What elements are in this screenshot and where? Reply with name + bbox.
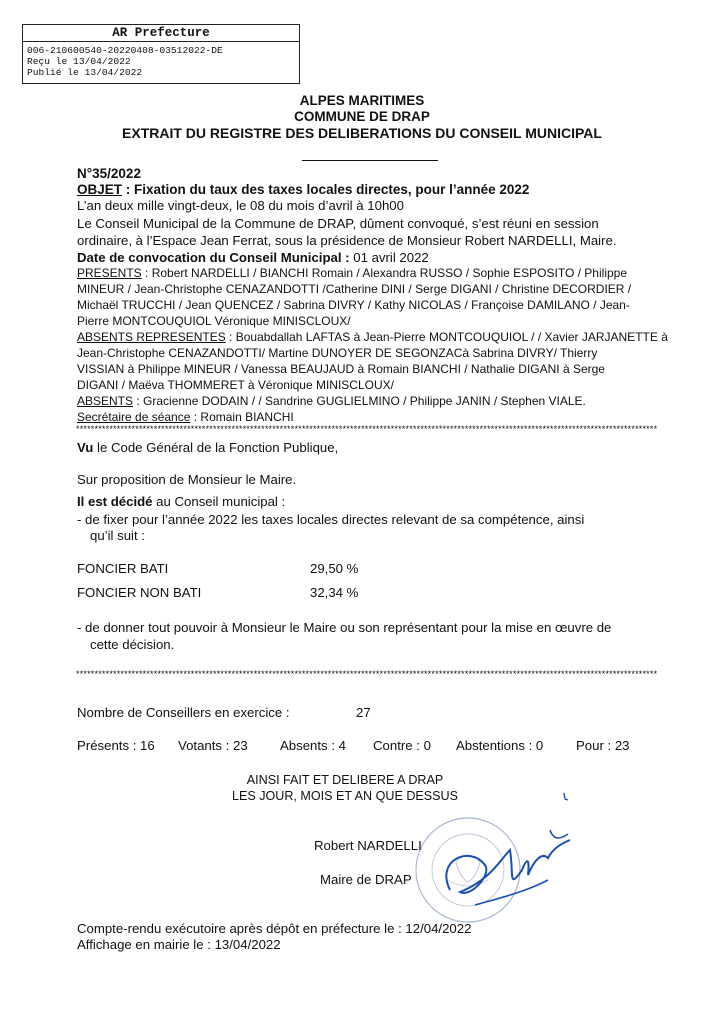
signatory-name: Robert NARDELLI — [314, 838, 422, 853]
proposition: Sur proposition de Monsieur le Maire. — [77, 472, 297, 487]
header-department: ALPES MARITIMES — [299, 93, 425, 108]
presents-line-3: Michaël TRUCCHI / Jean QUENCEZ / Sabrina DIVRY / Kathy NICOLAS / Françoise DAMILANO / Jean- — [77, 298, 630, 312]
councillors-value: 27 — [356, 705, 371, 720]
vote-votants: Votants : 23 — [178, 738, 248, 753]
decision-item-2-b: cette décision. — [90, 637, 175, 652]
secretary-line — [77, 410, 294, 425]
separator-2: ************************************************************************************************************************************************************* — [76, 669, 658, 679]
separator-1: ************************************************************************************************************************************************************* — [76, 424, 658, 434]
vote-presents: Présents : 16 — [77, 738, 155, 753]
councillors-label: Nombre de Conseillers en exercice : — [77, 705, 290, 720]
legal-basis: Vu le Code Général de la Fonction Publique, — [77, 440, 339, 455]
intro-line-2: ordinaire, à l’Espace Jean Ferrat, sous la présidence de Monsieur Robert NARDELLI, Maire. — [77, 233, 617, 248]
presents-label: PRESENTS — [77, 266, 142, 280]
absents-represented-label: ABSENTS REPRESENTES — [77, 330, 226, 344]
mayor-signature-icon — [430, 820, 580, 923]
stamp-title: AR Prefecture — [23, 25, 299, 42]
stamp-body — [27, 45, 223, 78]
absents-represented-line-1: ABSENTS REPRESENTES : Bouabdallah LAFTAS à Jean-Pierre MONTCOUQUIOL / / Xavier JARJANETTE à — [77, 330, 668, 344]
decision-item-2-a: - de donner tout pouvoir à Monsieur le Maire ou son représentant pour la mise en œuvre de — [77, 620, 612, 635]
deliberation-number: N°35/2022 — [77, 166, 141, 181]
closing-line-2: LES JOUR, MOIS ET AN QUE DESSUS — [231, 788, 459, 803]
stamp-reference: 006-210600540-20220408-03512022-DE — [27, 45, 223, 56]
absents-represented-line-3: VISSIAN à Philippe MINEUR / Vanessa BEAUJAUD à Romain BIANCHI / Nathalie DIGANI à Serge — [77, 362, 605, 376]
tax-label-foncier-bati: FONCIER BATI — [77, 561, 169, 576]
header-register-title: EXTRAIT DU REGISTRE DES DELIBERATIONS DU CONSEIL MUNICIPAL — [122, 125, 602, 141]
intro-line-1: Le Conseil Municipal de la Commune de DRAP, dûment convoqué, s’est réuni en session — [77, 216, 599, 231]
posting-date: Affichage en mairie le : 13/04/2022 — [77, 937, 281, 952]
prefecture-stamp — [22, 24, 300, 84]
vote-absents: Absents : 4 — [280, 738, 346, 753]
presents-line-4: Pierre MONTCOUQUIOL Véronique MINISCLOUX/ — [77, 314, 351, 328]
decision-intro: Il est décidé au Conseil municipal : — [77, 494, 286, 509]
convocation-label: Date de convocation du Conseil Municipal : — [77, 250, 350, 265]
subject-label: OBJET — [77, 182, 123, 197]
signatory-title: Maire de DRAP — [320, 872, 412, 887]
absents-represented-line-4: DIGANI / Maëva THOMMERET à Véronique MINISCLOUX/ — [77, 378, 394, 392]
executory-report: Compte-rendu exécutoire après dépôt en préfecture le : 12/04/2022 — [77, 921, 472, 936]
presents-line-1: PRESENTS : Robert NARDELLI / BIANCHI Romain / Alexandra RUSSO / Sophie ESPOSITO / Philippe — [77, 266, 628, 280]
secretary-label: Secrétaire de séance — [77, 410, 191, 424]
presents-line-2: MINEUR / Jean-Christophe CENAZANDOTTI /Catherine DINI / Serge DIGANI / Christine DECORDIER / — [77, 282, 632, 296]
vote-abstentions: Abstentions : 0 — [456, 738, 544, 753]
convocation-date — [77, 250, 429, 265]
header-commune: COMMUNE DE DRAP — [294, 109, 430, 124]
vote-contre: Contre : 0 — [373, 738, 431, 753]
secretary-name: : Romain BIANCHI — [190, 410, 294, 424]
closing-line-1: AINSI FAIT ET DELIBERE A DRAP — [246, 772, 444, 787]
deliberation-subject — [77, 182, 529, 197]
stamp-received-date: Reçu le 13/04/2022 — [27, 56, 131, 67]
absents-represented-line-2: Jean-Christophe CENAZANDOTTI/ Martine DUNOYER DE SEGONZACà Sabrina DIVRY/ Thierry — [77, 346, 598, 360]
decision-item-1-a: - de fixer pour l’année 2022 les taxes locales directes relevant de sa compétence, ainsi — [77, 512, 585, 527]
tax-value-foncier-bati: 29,50 % — [310, 561, 359, 576]
stamp-published-date: Publié le 13/04/2022 — [27, 67, 143, 78]
absents-line: ABSENTS : Gracienne DODAIN / / Sandrine GUGLIELMINO / Philippe JANIN / Stephen VIALE. — [77, 394, 586, 408]
header-divider — [302, 160, 438, 161]
absents-label: ABSENTS — [77, 394, 134, 408]
vote-pour: Pour : 23 — [576, 738, 630, 753]
decision-item-1-b: qu’il suit : — [90, 528, 145, 543]
tax-value-foncier-non-bati: 32,34 % — [310, 585, 359, 600]
tax-label-foncier-non-bati: FONCIER NON BATI — [77, 585, 202, 600]
session-date: L’an deux mille vingt-deux, le 08 du mois d’avril à 10h00 — [77, 198, 404, 213]
convocation-value: 01 avril 2022 — [349, 250, 429, 265]
subject-text: : Fixation du taux des taxes locales directes, pour l’année 2022 — [122, 182, 530, 197]
pen-mark-icon — [562, 790, 570, 800]
